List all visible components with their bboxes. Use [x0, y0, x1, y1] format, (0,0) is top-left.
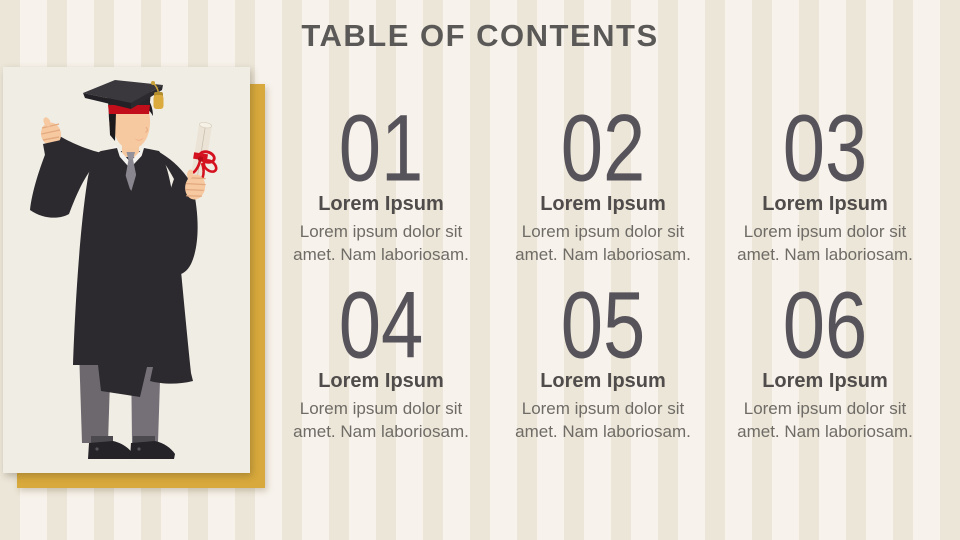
toc-item-description: Lorem ipsum dolor sit amet. Nam laboriosam. [293, 399, 469, 441]
toc-item-1 [270, 94, 492, 266]
toc-item-heading: Lorem Ipsum [318, 193, 444, 215]
toc-item-2 [492, 94, 714, 266]
toc-item-heading: Lorem Ipsum [540, 193, 666, 215]
toc-item-description: Lorem ipsum dolor sit amet. Nam laboriosam. [737, 222, 913, 264]
toc-item-5 [492, 271, 714, 443]
toc-item-4 [270, 271, 492, 443]
toc-item-description: Lorem ipsum dolor sit amet. Nam laboriosam. [293, 222, 469, 264]
toc-item-heading: Lorem Ipsum [762, 370, 888, 392]
toc-item-3 [714, 94, 936, 266]
toc-item-number: 04 [338, 272, 424, 380]
toc-item-6 [714, 271, 936, 443]
toc-item-number: 06 [782, 272, 868, 380]
toc-item-description: Lorem ipsum dolor sit amet. Nam laboriosam. [515, 399, 691, 441]
toc-item-number: 05 [560, 272, 646, 380]
diploma-scroll [183, 122, 218, 201]
toc-item-heading: Lorem Ipsum [318, 370, 444, 392]
toc-item-description: Lorem ipsum dolor sit amet. Nam laboriosam. [737, 399, 913, 441]
toc-grid [270, 94, 936, 443]
toc-item-heading: Lorem Ipsum [762, 193, 888, 215]
toc-item-description: Lorem ipsum dolor sit amet. Nam laboriosam. [515, 222, 691, 264]
toc-item-number: 02 [560, 95, 646, 203]
toc-item-number: 01 [338, 95, 424, 203]
graduate-illustration [3, 67, 250, 473]
illustration-card [3, 67, 250, 473]
toc-item-number: 03 [782, 95, 868, 203]
toc-item-heading: Lorem Ipsum [540, 370, 666, 392]
page-title: TABLE OF CONTENTS [301, 18, 659, 53]
shoes [88, 436, 175, 459]
